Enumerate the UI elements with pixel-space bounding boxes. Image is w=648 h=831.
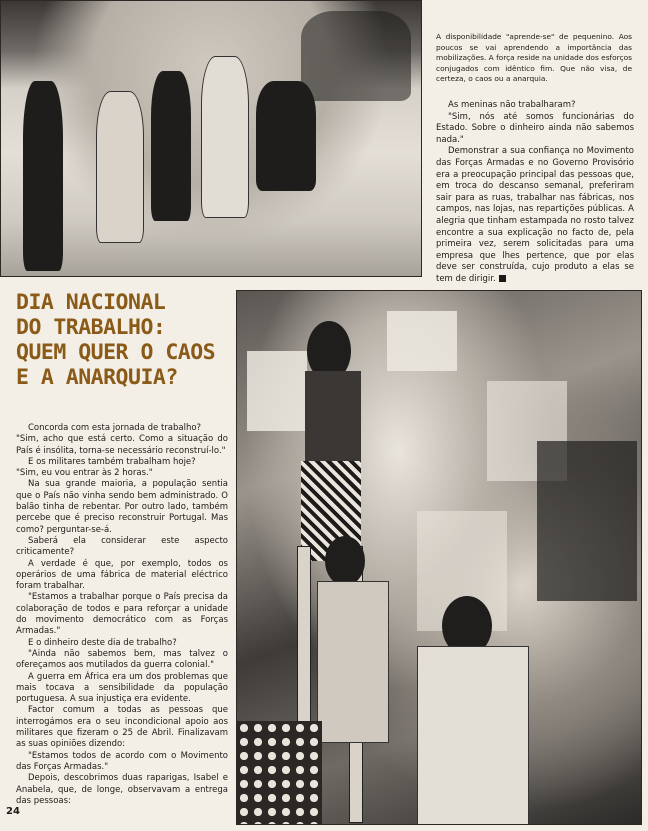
article-headline — [16, 290, 230, 390]
paragraph: "Estamos todos de acordo com o Movimento das Forças Armadas." — [16, 750, 228, 772]
end-of-article-mark — [499, 275, 506, 282]
paragraph: Saberá ela considerar este aspecto criticamente? — [16, 535, 228, 558]
headline-line: QUEM QUER O CAOS — [16, 340, 216, 365]
left-column-text — [16, 423, 228, 807]
headline-line: DO TRABALHO: — [16, 315, 166, 340]
headline-line: DIA NACIONAL — [16, 290, 166, 315]
photo-figure — [201, 56, 249, 218]
paragraph: Depois, descobrimos duas raparigas, Isabel e Anabela, que, de longe, observavam a entrega das pessoas: — [16, 773, 228, 806]
paragraph: E os militares também trabalham hoje? — [28, 456, 196, 467]
photo-poster — [387, 311, 457, 371]
photo-poster — [247, 351, 307, 431]
paragraph: Factor comum a todas as pessoas que interrogámos era o seu incondicional apoio aos militares que fizeram o 25 de Abril. Finalizavam as suas opiniões dizendo: — [16, 705, 228, 750]
paragraph: A verdade é que, por exemplo, todos os operários de uma fábrica de material eléctrico foram trabalhar. — [16, 558, 228, 592]
headline-line: E A ANARQUIA? — [16, 365, 178, 390]
photo-figure-body — [417, 646, 529, 825]
paragraph: Na sua grande maioria, a população sentia que o País não vinha sendo bem administrado. O balão tinha de rebentar. Por outro lado, também percebe que é preciso reconstruir Portugal. Mas como? perguntar-se-á. — [16, 479, 228, 535]
photo-figure — [151, 71, 191, 221]
photo-figure — [96, 91, 144, 243]
photo-figure — [23, 81, 63, 271]
paragraph: Concorda com esta jornada de trabalho? — [28, 423, 202, 433]
top-photo-caption: A disponibilidade "aprende-se" de pequenino. Aos poucos se vai aprendendo a importância das mobilizações. A força reside na unidade dos esforços conjugados com idêntico fim. Que não visa, de certeza, o caos ou a anarquia. — [436, 32, 632, 84]
photo-figure-head — [325, 536, 365, 586]
paragraph: As meninas não trabalharam? — [448, 100, 576, 110]
paragraph: A guerra em África era um dos problemas que mais tocava a sensibilidade da população portuguesa. A sua injustiça era evidente. — [16, 671, 228, 705]
photo-dark-area — [537, 441, 637, 601]
paragraph: "Sim, nós até somos funcionárias do Estado. Sobre o dinheiro ainda não sabemos nada." — [436, 111, 634, 145]
paragraph-text: Demonstrar a sua confiança no Movimento das Forças Armadas e no Governo Provisório era a preocupação principal das pessoas que, em troca do descanso semanal, preferiram sair para as ruas, trabalhar nas fábricas, nos campos, nas lojas, nas repartições públicas. A alegria que tinham estampada no rosto talvez encontre a sua explicação no facto de, pela primeira vez, serem solicitadas para uma empresa que lhes pertence, que por elas deve ser construída, cujo produto a elas se tem de dirigir. — [436, 146, 634, 284]
paragraph: "Ainda não sabemos bem, mas talvez o ofereçamos aos mutilados da guerra colonial." — [16, 648, 228, 671]
paragraph — [436, 146, 634, 285]
paragraph: "Sim, acho que está certo. Como a situação do País é insólita, torna-se necessário reconstruí-lo." — [16, 434, 228, 456]
page-number: 24 — [6, 806, 20, 817]
paragraph: "Estamos a trabalhar porque o País precisa da colaboração de todos e para reforçar a unidade do movimento democrático com as Forças Armadas." — [16, 592, 228, 637]
main-photo-wall-cleaning — [236, 290, 642, 825]
paragraph: "Sim, eu vou entrar às 2 horas." — [16, 468, 153, 479]
top-photo-children-sweeping — [0, 0, 422, 277]
photo-figure-body — [317, 581, 389, 743]
photo-figure-patterned — [237, 721, 322, 824]
photo-figure-body — [305, 371, 361, 471]
right-column-text — [436, 100, 634, 286]
photo-crowd — [301, 11, 411, 101]
paragraph: E o dinheiro deste dia de trabalho? — [28, 637, 177, 648]
